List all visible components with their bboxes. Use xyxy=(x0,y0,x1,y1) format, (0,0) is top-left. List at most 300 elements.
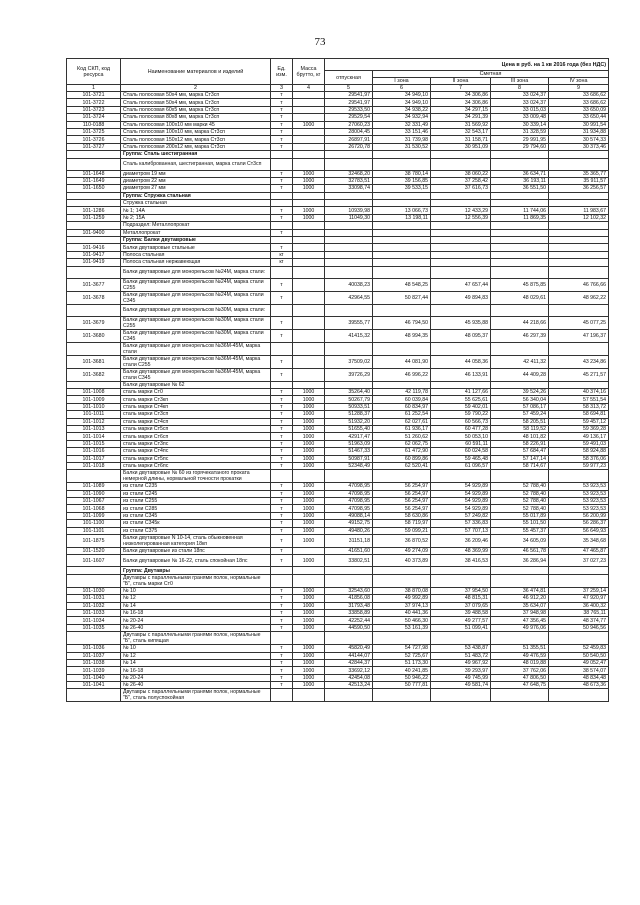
table-row xyxy=(67,433,609,440)
table-row xyxy=(67,455,609,462)
zone4-cell: 35 365,77 xyxy=(549,170,609,177)
mass-cell xyxy=(293,368,325,381)
name-cell: Двутавры с параллельными гранями полок, нормальные "Б", сталь полуспокойная xyxy=(121,689,271,702)
zone1-cell xyxy=(373,259,431,266)
table-row xyxy=(67,136,609,143)
header-mass: Масса брутто, кг xyxy=(293,59,325,85)
header-zone-2: II зона xyxy=(431,78,491,85)
zone1-cell: 33 151,46 xyxy=(373,128,431,135)
price-cell xyxy=(325,470,373,483)
unit-cell xyxy=(271,342,293,355)
zone3-cell: 33 024,37 xyxy=(491,92,549,99)
zone1-cell: 59 099,21 xyxy=(373,527,431,534)
zone4-cell: 43 234,86 xyxy=(549,355,609,368)
table-row xyxy=(67,587,609,594)
price-cell xyxy=(325,237,373,244)
zone3-cell xyxy=(491,632,549,645)
code-cell xyxy=(67,632,121,645)
unit-cell xyxy=(271,266,293,278)
zone2-cell: 60 591,11 xyxy=(431,440,491,447)
price-cell xyxy=(325,244,373,251)
price-cell: 35264,40 xyxy=(325,388,373,395)
zone4-cell: 52 459,83 xyxy=(549,645,609,652)
table-row xyxy=(67,316,609,329)
price-cell: 51963,09 xyxy=(325,440,373,447)
zone2-cell: 61 096,57 xyxy=(431,462,491,469)
price-cell: 47098,95 xyxy=(325,483,373,490)
zone4-cell: 11 983,67 xyxy=(549,207,609,214)
price-cell: 51288,37 xyxy=(325,411,373,418)
unit-cell: т xyxy=(271,645,293,652)
name-cell: диаметром 27 мм xyxy=(121,185,271,192)
table-row xyxy=(67,667,609,674)
unit-cell: кг xyxy=(271,259,293,266)
code-cell: 101-3722 xyxy=(67,99,121,106)
zone3-cell xyxy=(491,304,549,316)
name-cell: из стали С285 xyxy=(121,505,271,512)
zone1-cell: 61 472,90 xyxy=(373,448,431,455)
table-row xyxy=(67,682,609,689)
code-cell xyxy=(67,574,121,587)
zone1-cell: 52 725,67 xyxy=(373,652,431,659)
name-cell: № 20-24 xyxy=(121,617,271,624)
zone4-cell: 38 765,11 xyxy=(549,609,609,616)
zone1-cell: 13 198,11 xyxy=(373,214,431,221)
code-cell: 101-1041 xyxy=(67,682,121,689)
mass-cell xyxy=(293,237,325,244)
header-otpusknaya: отпускная xyxy=(325,71,373,85)
zone2-cell: 34 306,86 xyxy=(431,99,491,106)
code-cell: 101-3725 xyxy=(67,128,121,135)
code-cell: 101-1286 xyxy=(67,207,121,214)
table-row xyxy=(67,418,609,425)
zone3-cell: 52 788,40 xyxy=(491,498,549,505)
price-cell: 51467,33 xyxy=(325,448,373,455)
code-cell: 101-3678 xyxy=(67,291,121,304)
code-cell: 101-1031 xyxy=(67,595,121,602)
mass-cell: 1000 xyxy=(293,396,325,403)
name-cell: Балки двутавровые для монорельсов №36М-45М, марка стали xyxy=(121,342,271,355)
zone3-cell xyxy=(491,470,549,483)
mass-cell xyxy=(293,567,325,574)
zone2-cell: 45 935,88 xyxy=(431,316,491,329)
name-cell: сталь марки Ст3кп xyxy=(121,396,271,403)
zone4-cell xyxy=(549,470,609,483)
mass-cell: 1000 xyxy=(293,617,325,624)
zone2-cell: 49 894,83 xyxy=(431,291,491,304)
price-cell: 42917,47 xyxy=(325,433,373,440)
table-row xyxy=(67,200,609,207)
code-cell: 101-1015 xyxy=(67,440,121,447)
zone4-cell xyxy=(549,244,609,251)
zone2-cell: 37 954,50 xyxy=(431,587,491,594)
zone2-cell: 48 095,37 xyxy=(431,329,491,342)
unit-cell: т xyxy=(271,595,293,602)
unit-cell: т xyxy=(271,498,293,505)
name-cell: Балки двутавровые № 62 xyxy=(121,381,271,388)
mass-cell: 1000 xyxy=(293,177,325,184)
zone3-cell: 55 017,89 xyxy=(491,512,549,519)
zone3-cell xyxy=(491,574,549,587)
table-row xyxy=(67,609,609,616)
zone3-cell: 37 948,98 xyxy=(491,609,549,616)
table-row xyxy=(67,674,609,681)
zone3-cell: 58 205,51 xyxy=(491,418,549,425)
zone1-cell: 60 899,86 xyxy=(373,455,431,462)
zone2-cell: 46 133,91 xyxy=(431,368,491,381)
zone3-cell: 35 634,07 xyxy=(491,602,549,609)
mass-cell xyxy=(293,92,325,99)
mass-cell xyxy=(293,632,325,645)
zone1-cell: 39 533,15 xyxy=(373,185,431,192)
zone2-cell: 32 543,17 xyxy=(431,128,491,135)
column-number: 7 xyxy=(431,85,491,92)
name-cell: сталь марки Ст4пс xyxy=(121,448,271,455)
zone2-cell xyxy=(431,342,491,355)
zone4-cell: 59 491,03 xyxy=(549,440,609,447)
table-row xyxy=(67,143,609,150)
zone3-cell xyxy=(491,222,549,229)
zone4-cell: 33 650,44 xyxy=(549,114,609,121)
mass-cell: 1000 xyxy=(293,170,325,177)
zone2-cell xyxy=(431,470,491,483)
zone4-cell: 33 686,62 xyxy=(549,92,609,99)
name-cell: Балки двутавровые № 60 из горячекатаного проката немерной длины, нормальной точности прокатки xyxy=(121,470,271,483)
code-cell: 101-1649 xyxy=(67,177,121,184)
zone2-cell xyxy=(431,381,491,388)
mass-cell: 1000 xyxy=(293,425,325,432)
zone3-cell xyxy=(491,237,549,244)
zone4-cell: 46 766,66 xyxy=(549,278,609,291)
zone2-cell: 60 477,28 xyxy=(431,425,491,432)
zone3-cell: 57 147,14 xyxy=(491,455,549,462)
zone1-cell: 40 373,89 xyxy=(373,555,431,567)
unit-cell xyxy=(271,470,293,483)
name-cell: из стали С245 xyxy=(121,490,271,497)
zone1-cell: 58 719,97 xyxy=(373,520,431,527)
zone2-cell: 38 416,53 xyxy=(431,555,491,567)
zone2-cell: 60 024,58 xyxy=(431,448,491,455)
mass-cell: 1000 xyxy=(293,602,325,609)
column-number: 4 xyxy=(293,85,325,92)
table-row xyxy=(67,229,609,236)
table-row xyxy=(67,207,609,214)
zone2-cell: 44 058,36 xyxy=(431,355,491,368)
price-cell: 50267,79 xyxy=(325,396,373,403)
zone1-cell: 61 252,54 xyxy=(373,411,431,418)
price-cell: 29541,97 xyxy=(325,99,373,106)
zone3-cell: 57 684,47 xyxy=(491,448,549,455)
name-cell: сталь марки Ст4сп xyxy=(121,418,271,425)
table-row xyxy=(67,548,609,555)
mass-cell: 1000 xyxy=(293,555,325,567)
mass-cell xyxy=(293,114,325,121)
zone3-cell xyxy=(491,244,549,251)
code-cell: 101-1012 xyxy=(67,418,121,425)
unit-cell: т xyxy=(271,652,293,659)
zone3-cell xyxy=(491,567,549,574)
code-cell: 101-1016 xyxy=(67,448,121,455)
mass-cell xyxy=(293,689,325,702)
zone1-cell: 51 260,62 xyxy=(373,433,431,440)
mass-cell xyxy=(293,329,325,342)
code-cell: 101-1011 xyxy=(67,411,121,418)
code-cell: 101-1018 xyxy=(67,462,121,469)
price-cell: 33858,89 xyxy=(325,609,373,616)
unit-cell: т xyxy=(271,136,293,143)
zone3-cell xyxy=(491,342,549,355)
mass-cell xyxy=(293,316,325,329)
price-cell xyxy=(325,151,373,158)
zone3-cell: 11 744,06 xyxy=(491,207,549,214)
zone4-cell: 31 934,88 xyxy=(549,128,609,135)
price-cell xyxy=(325,158,373,170)
zone3-cell: 52 788,40 xyxy=(491,490,549,497)
code-cell: 101-1039 xyxy=(67,667,121,674)
column-number: 2 xyxy=(121,85,271,92)
zone2-cell xyxy=(431,266,491,278)
table-row xyxy=(67,602,609,609)
code-cell: 101-1520 xyxy=(67,548,121,555)
name-cell: Сталь полосовая 200x12 мм, марка Ст3сп xyxy=(121,143,271,150)
code-cell: 101-3727 xyxy=(67,143,121,150)
table-row xyxy=(67,498,609,505)
table-row xyxy=(67,342,609,355)
unit-cell: т xyxy=(271,624,293,631)
name-cell: № 26-40 xyxy=(121,624,271,631)
name-cell: Сталь калиброванная, шестигранная, марка стали Ст3сп xyxy=(121,158,271,170)
zone4-cell xyxy=(549,574,609,587)
mass-cell xyxy=(293,151,325,158)
unit-cell: т xyxy=(271,329,293,342)
group-row xyxy=(67,192,609,199)
unit-cell: т xyxy=(271,368,293,381)
zone4-cell: 12 102,32 xyxy=(549,214,609,221)
mass-cell xyxy=(293,99,325,106)
zone2-cell: 34 297,15 xyxy=(431,106,491,113)
group-row xyxy=(67,237,609,244)
table-row xyxy=(67,92,609,99)
name-cell: сталь марки Ст5пс xyxy=(121,455,271,462)
unit-cell xyxy=(271,304,293,316)
zone3-cell: 29 794,60 xyxy=(491,143,549,150)
zone4-cell: 53 923,53 xyxy=(549,483,609,490)
name-cell: № 14 xyxy=(121,659,271,666)
unit-cell: т xyxy=(271,388,293,395)
code-cell: 101-1033 xyxy=(67,609,121,616)
table-row xyxy=(67,652,609,659)
code-cell xyxy=(67,567,121,574)
zone4-cell: 58 694,81 xyxy=(549,411,609,418)
zone1-cell: 39 156,85 xyxy=(373,177,431,184)
table-body xyxy=(67,92,609,702)
table-row xyxy=(67,214,609,221)
zone1-cell: 34 932,94 xyxy=(373,114,431,121)
mass-cell xyxy=(293,251,325,258)
zone4-cell: 35 911,57 xyxy=(549,177,609,184)
zone1-cell: 50 777,81 xyxy=(373,682,431,689)
zone1-cell xyxy=(373,381,431,388)
price-cell: 32783,51 xyxy=(325,177,373,184)
column-number: 6 xyxy=(373,85,431,92)
price-cell: 39555,77 xyxy=(325,316,373,329)
mass-cell: 1000 xyxy=(293,609,325,616)
name-cell: сталь марки Ст4кп xyxy=(121,403,271,410)
zone3-cell: 44 218,66 xyxy=(491,316,549,329)
code-cell xyxy=(67,342,121,355)
mass-cell xyxy=(293,136,325,143)
zone2-cell: 49 581,74 xyxy=(431,682,491,689)
zone4-cell: 36 256,57 xyxy=(549,185,609,192)
mass-cell: 1000 xyxy=(293,214,325,221)
table-row xyxy=(67,624,609,631)
name-cell: Двутавры с параллельными гранями полок, нормальные "Б", сталь кипящая xyxy=(121,632,271,645)
group-row xyxy=(67,151,609,158)
mass-cell: 1000 xyxy=(293,440,325,447)
unit-cell: т xyxy=(271,99,293,106)
mass-cell: 1000 xyxy=(293,674,325,681)
price-cell xyxy=(325,200,373,207)
zone2-cell: 39 293,97 xyxy=(431,667,491,674)
code-cell: 101-1100 xyxy=(67,520,121,527)
zone2-cell: 31 158,71 xyxy=(431,136,491,143)
group-row xyxy=(67,567,609,574)
mass-cell xyxy=(293,143,325,150)
zone3-cell xyxy=(491,229,549,236)
zone2-cell: 51 099,41 xyxy=(431,624,491,631)
unit-cell: т xyxy=(271,512,293,519)
zone1-cell xyxy=(373,632,431,645)
zone1-cell: 60 834,97 xyxy=(373,403,431,410)
zone3-cell: 58 714,67 xyxy=(491,462,549,469)
zone4-cell: 59 457,12 xyxy=(549,418,609,425)
zone4-cell: 47 465,87 xyxy=(549,548,609,555)
unit-cell xyxy=(271,237,293,244)
code-cell: 101-1034 xyxy=(67,617,121,624)
unit-cell: т xyxy=(271,92,293,99)
column-number: 3 xyxy=(271,85,293,92)
name-cell: Балки двутавровые для монорельсов №36М-45М, марка стали С345 xyxy=(121,368,271,381)
zone4-cell: 58 924,88 xyxy=(549,448,609,455)
zone4-cell: 48 834,48 xyxy=(549,674,609,681)
price-cell: 42844,37 xyxy=(325,659,373,666)
zone3-cell: 56 340,04 xyxy=(491,396,549,403)
zone4-cell: 37 027,23 xyxy=(549,555,609,567)
zone1-cell xyxy=(373,151,431,158)
table-row xyxy=(67,251,609,258)
mass-cell: 1000 xyxy=(293,462,325,469)
zone4-cell: 47 196,37 xyxy=(549,329,609,342)
table-row xyxy=(67,278,609,291)
zone2-cell: 37 079,65 xyxy=(431,602,491,609)
zone1-cell: 31 530,52 xyxy=(373,143,431,150)
zone4-cell xyxy=(549,567,609,574)
name-cell: Балки двутавровые для монорельсов №24М, марка стали С255 xyxy=(121,278,271,291)
zone3-cell: 52 788,40 xyxy=(491,505,549,512)
table-row xyxy=(67,388,609,395)
code-cell: 110-0188 xyxy=(67,121,121,128)
code-cell: 101-1650 xyxy=(67,185,121,192)
price-cell: 42964,55 xyxy=(325,291,373,304)
price-cell: 50933,51 xyxy=(325,403,373,410)
zone1-cell: 53 161,39 xyxy=(373,624,431,631)
name-cell: № 14 xyxy=(121,602,271,609)
name-cell: Группа: Стружка стальная xyxy=(121,192,271,199)
price-cell: 45820,49 xyxy=(325,645,373,652)
zone1-cell: 62 062,75 xyxy=(373,440,431,447)
mass-cell: 1000 xyxy=(293,411,325,418)
zone2-cell: 57 336,83 xyxy=(431,520,491,527)
mass-cell: 1000 xyxy=(293,587,325,594)
zone2-cell: 49 745,99 xyxy=(431,674,491,681)
zone1-cell: 49 274,09 xyxy=(373,548,431,555)
mass-cell xyxy=(293,229,325,236)
code-cell xyxy=(67,222,121,229)
table-row xyxy=(67,483,609,490)
mass-cell: 1000 xyxy=(293,682,325,689)
zone4-cell xyxy=(549,251,609,258)
table-row xyxy=(67,185,609,192)
price-cell: 33692,12 xyxy=(325,667,373,674)
price-cell xyxy=(325,304,373,316)
code-cell: 101-1009 xyxy=(67,396,121,403)
mass-cell xyxy=(293,548,325,555)
table-row xyxy=(67,106,609,113)
price-cell xyxy=(325,689,373,702)
zone2-cell xyxy=(431,304,491,316)
price-cell xyxy=(325,259,373,266)
unit-cell: т xyxy=(271,170,293,177)
unit-cell: т xyxy=(271,674,293,681)
price-cell: 44590,50 xyxy=(325,624,373,631)
code-cell: 101-3682 xyxy=(67,368,121,381)
unit-cell: т xyxy=(271,440,293,447)
zone4-cell: 56 649,93 xyxy=(549,527,609,534)
table-row xyxy=(67,448,609,455)
name-cell: Балки двутавровые для монорельсов №30М, марка стали С345 xyxy=(121,329,271,342)
price-cell: 47098,95 xyxy=(325,490,373,497)
zone3-cell: 34 605,09 xyxy=(491,535,549,548)
unit-cell xyxy=(271,381,293,388)
zone2-cell xyxy=(431,151,491,158)
table-row xyxy=(67,425,609,432)
table-row xyxy=(67,177,609,184)
zone4-cell: 57 551,54 xyxy=(549,396,609,403)
zone3-cell: 33 009,48 xyxy=(491,114,549,121)
name-cell: Группа: Сталь шестигранная xyxy=(121,151,271,158)
zone2-cell: 59 465,48 xyxy=(431,455,491,462)
mass-cell xyxy=(293,200,325,207)
code-cell: 101-1067 xyxy=(67,498,121,505)
zone2-cell: 57 707,13 xyxy=(431,527,491,534)
table-row xyxy=(67,304,609,316)
zone3-cell: 31 328,59 xyxy=(491,128,549,135)
unit-cell: т xyxy=(271,291,293,304)
mass-cell xyxy=(293,304,325,316)
table-row xyxy=(67,121,609,128)
zone4-cell: 48 673,36 xyxy=(549,682,609,689)
name-cell: Стружка стальная xyxy=(121,200,271,207)
zone1-cell: 50 466,30 xyxy=(373,617,431,624)
zone4-cell xyxy=(549,151,609,158)
price-cell: 42513,24 xyxy=(325,682,373,689)
zone3-cell: 46 912,20 xyxy=(491,595,549,602)
name-cell: Подраздел: Металлопрокат xyxy=(121,222,271,229)
price-cell xyxy=(325,229,373,236)
price-cell xyxy=(325,192,373,199)
zone3-cell: 49 976,06 xyxy=(491,624,549,631)
code-cell: 101-1607 xyxy=(67,555,121,567)
